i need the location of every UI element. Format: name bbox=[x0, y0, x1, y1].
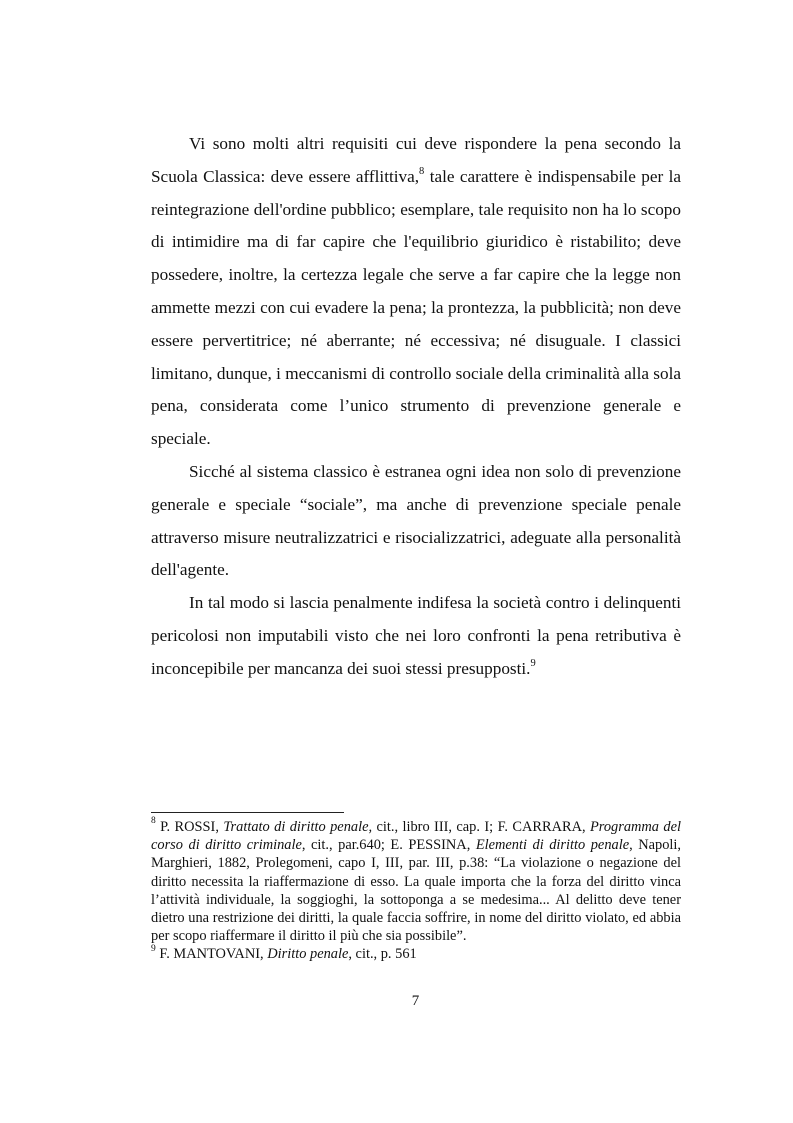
footnote-9-title-diritto-penale: Diritto penale bbox=[267, 946, 349, 963]
footnote-9-number: 9 bbox=[151, 943, 156, 954]
footnotes bbox=[151, 818, 681, 964]
footnote-8-text-g: , Napoli, Marghieri, 1882, Prolegomeni, capo I, III, par. III, p.38: “La violazione o negazione del diritto necessita la riaffermazione di esso. La quale importa che la forza del diritto vinca l’attività individuale, la soggioghi, la sottoponga a se medesima... Al delitto deve tener dietro una restrizione dei diritti, la quale faccia soffrire, in nome del diritto violato, ed abbia per scopo riaffermare il diritto il più che sia possibile”. bbox=[151, 837, 681, 945]
page-number: 7 bbox=[411, 993, 420, 1009]
paragraph-1-text-a: Vi sono molti altri requisiti cui deve rispondere la pena secondo la Scuola Classica: deve essere afflittiva, bbox=[151, 134, 681, 186]
footnote-9-text-c: , cit., p. 561 bbox=[348, 946, 417, 963]
paragraph-2: Sicché al sistema classico è estranea ogni idea non solo di prevenzione generale e speciale “sociale”, ma anche di prevenzione speciale penale attraverso misure neutralizzatrici e risocializzatrici, adeguate alla personalità dell'agente. bbox=[151, 461, 681, 580]
footnote-8 bbox=[151, 818, 681, 945]
footnote-9 bbox=[151, 945, 681, 963]
main-text bbox=[151, 128, 681, 686]
footnote-8-title-programma: Programma del corso di diritto criminale bbox=[151, 819, 681, 854]
footnote-8-number: 8 bbox=[151, 816, 156, 827]
paragraph-3 bbox=[151, 587, 681, 685]
footnote-8-title-elementi: Elementi di diritto penale bbox=[475, 837, 630, 854]
footnote-8-text-c: cit., libro III, cap. I; F. CARRARA, bbox=[372, 819, 590, 835]
paragraph-1-text-b: tale carattere è indispensabile per la reintegrazione dell'ordine pubblico; esemplare, tale requisito non ha lo scopo di intimidire ma di far capire che l'equilibrio giuridico è ristabilito; deve possedere, inoltre, la certezza legale che serve a far capire che la legge non ammette mezzi con cui evadere la pena; la prontezza, la pubblicità; non deve essere pervertitrice; né aberrante; né eccessiva; né disuguale. I classici limitano, dunque, i meccanismi di controllo sociale della criminalità alla sola pena, considerata come l’unico strumento di prevenzione generale e speciale. bbox=[151, 166, 681, 449]
footnote-ref-8[interactable]: 8 bbox=[419, 166, 425, 178]
footnote-separator bbox=[151, 812, 344, 813]
footnote-9-text-a: F. MANTOVANI, bbox=[155, 946, 268, 963]
paragraph-3-text: In tal modo si lascia penalmente indifesa la società contro i delinquenti pericolosi non imputabili visto che nei loro confronti la pena retributiva è inconcepibile per mancanza dei suoi stessi presupposti. bbox=[151, 593, 681, 678]
paragraph-1 bbox=[151, 128, 681, 456]
footnote-8-title-trattato: Trattato di diritto penale, bbox=[223, 819, 373, 835]
footnote-ref-9[interactable]: 9 bbox=[530, 658, 536, 670]
footnote-8-text-e: , cit., par.640; E. PESSINA, bbox=[301, 837, 476, 854]
footnote-8-text-a: P. ROSSI, bbox=[155, 819, 224, 835]
